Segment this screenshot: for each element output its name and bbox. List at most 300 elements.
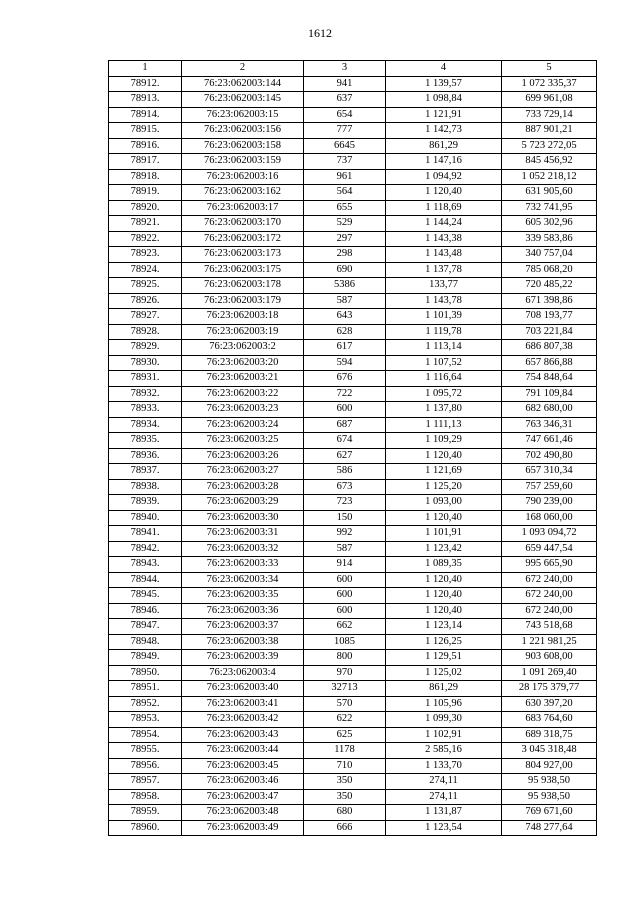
- cadastral-number-cell: 76:23:062003:23: [182, 402, 304, 418]
- row-number-cell: 78920.: [109, 200, 182, 216]
- row-number-cell: 78928.: [109, 324, 182, 340]
- area-cell: 600: [304, 588, 386, 604]
- cadastral-number-cell: 76:23:062003:44: [182, 743, 304, 759]
- table-body: [109, 76, 597, 836]
- row-number-cell: 78915.: [109, 123, 182, 139]
- cadastral-number-cell: 76:23:062003:178: [182, 278, 304, 294]
- table-row: [109, 665, 597, 681]
- row-number-cell: 78930.: [109, 355, 182, 371]
- row-number-cell: 78936.: [109, 448, 182, 464]
- table-row: [109, 371, 597, 387]
- cadastral-value-cell: 657 866,88: [502, 355, 597, 371]
- table-row: [109, 603, 597, 619]
- area-cell: 32713: [304, 681, 386, 697]
- cadastral-number-cell: 76:23:062003:41: [182, 696, 304, 712]
- area-cell: 710: [304, 758, 386, 774]
- row-number-cell: 78925.: [109, 278, 182, 294]
- table-row: [109, 510, 597, 526]
- row-number-cell: 78921.: [109, 216, 182, 232]
- unit-value-cell: 1 121,91: [386, 107, 502, 123]
- row-number-cell: 78960.: [109, 820, 182, 836]
- area-cell: 5386: [304, 278, 386, 294]
- area-cell: 1085: [304, 634, 386, 650]
- table-row: [109, 696, 597, 712]
- table-row: [109, 789, 597, 805]
- cadastral-value-cell: 763 346,31: [502, 417, 597, 433]
- cadastral-number-cell: 76:23:062003:39: [182, 650, 304, 666]
- unit-value-cell: 1 095,72: [386, 386, 502, 402]
- cadastral-value-cell: 672 240,00: [502, 603, 597, 619]
- cadastral-number-cell: 76:23:062003:48: [182, 805, 304, 821]
- row-number-cell: 78955.: [109, 743, 182, 759]
- unit-value-cell: 1 120,40: [386, 510, 502, 526]
- cadastral-number-cell: 76:23:062003:24: [182, 417, 304, 433]
- table-row: [109, 123, 597, 139]
- table-row: [109, 200, 597, 216]
- table-row: [109, 417, 597, 433]
- table-row: [109, 262, 597, 278]
- page-number: 1612: [308, 26, 332, 40]
- cadastral-number-cell: 76:23:062003:15: [182, 107, 304, 123]
- cadastral-number-cell: 76:23:062003:43: [182, 727, 304, 743]
- area-cell: 673: [304, 479, 386, 495]
- row-number-cell: 78953.: [109, 712, 182, 728]
- cadastral-number-cell: 76:23:062003:37: [182, 619, 304, 635]
- cadastral-value-cell: 747 661,46: [502, 433, 597, 449]
- cadastral-value-cell: 743 518,68: [502, 619, 597, 635]
- row-number-cell: 78945.: [109, 588, 182, 604]
- area-cell: 622: [304, 712, 386, 728]
- cadastral-number-cell: 76:23:062003:18: [182, 309, 304, 325]
- cadastral-value-cell: 785 068,20: [502, 262, 597, 278]
- row-number-cell: 78937.: [109, 464, 182, 480]
- cadastral-number-cell: 76:23:062003:28: [182, 479, 304, 495]
- area-cell: 297: [304, 231, 386, 247]
- cadastral-value-cell: 686 807,38: [502, 340, 597, 356]
- cadastral-number-cell: 76:23:062003:36: [182, 603, 304, 619]
- row-number-cell: 78952.: [109, 696, 182, 712]
- cadastral-number-cell: 76:23:062003:31: [182, 526, 304, 542]
- row-number-cell: 78919.: [109, 185, 182, 201]
- row-number-cell: 78956.: [109, 758, 182, 774]
- cadastral-value-cell: 708 193,77: [502, 309, 597, 325]
- table-row: [109, 758, 597, 774]
- table-row: [109, 92, 597, 108]
- area-cell: 617: [304, 340, 386, 356]
- cadastral-value-cell: 689 318,75: [502, 727, 597, 743]
- table-row: [109, 541, 597, 557]
- row-number-cell: 78950.: [109, 665, 182, 681]
- cadastral-number-cell: 76:23:062003:144: [182, 76, 304, 92]
- area-cell: 529: [304, 216, 386, 232]
- unit-value-cell: 1 143,38: [386, 231, 502, 247]
- unit-value-cell: 1 119,78: [386, 324, 502, 340]
- column-header-4: 4: [386, 61, 502, 77]
- cadastral-value-cell: 3 045 318,48: [502, 743, 597, 759]
- area-cell: 586: [304, 464, 386, 480]
- area-cell: 150: [304, 510, 386, 526]
- unit-value-cell: 1 120,40: [386, 448, 502, 464]
- row-number-cell: 78946.: [109, 603, 182, 619]
- unit-value-cell: 1 102,91: [386, 727, 502, 743]
- cadastral-number-cell: 76:23:062003:47: [182, 789, 304, 805]
- cadastral-number-cell: 76:23:062003:30: [182, 510, 304, 526]
- table-row: [109, 712, 597, 728]
- area-cell: 298: [304, 247, 386, 263]
- row-number-cell: 78927.: [109, 309, 182, 325]
- cadastral-value-cell: 631 905,60: [502, 185, 597, 201]
- table-row: [109, 572, 597, 588]
- cadastral-number-cell: 76:23:062003:26: [182, 448, 304, 464]
- row-number-cell: 78933.: [109, 402, 182, 418]
- row-number-cell: 78958.: [109, 789, 182, 805]
- unit-value-cell: 274,11: [386, 789, 502, 805]
- row-number-cell: 78929.: [109, 340, 182, 356]
- unit-value-cell: 1 094,92: [386, 169, 502, 185]
- unit-value-cell: 1 147,16: [386, 154, 502, 170]
- column-header-1: 1: [109, 61, 182, 77]
- cadastral-value-cell: 1 072 335,37: [502, 76, 597, 92]
- row-number-cell: 78912.: [109, 76, 182, 92]
- table-row: [109, 805, 597, 821]
- cadastral-value-cell: 748 277,64: [502, 820, 597, 836]
- cadastral-number-cell: 76:23:062003:34: [182, 572, 304, 588]
- cadastral-value-cell: 682 680,00: [502, 402, 597, 418]
- area-cell: 600: [304, 572, 386, 588]
- row-number-cell: 78934.: [109, 417, 182, 433]
- cadastral-value-cell: 95 938,50: [502, 789, 597, 805]
- area-cell: 654: [304, 107, 386, 123]
- area-cell: 722: [304, 386, 386, 402]
- column-header-2: 2: [182, 61, 304, 77]
- cadastral-number-cell: 76:23:062003:4: [182, 665, 304, 681]
- cadastral-number-cell: 76:23:062003:17: [182, 200, 304, 216]
- unit-value-cell: 274,11: [386, 774, 502, 790]
- cadastral-value-cell: 168 060,00: [502, 510, 597, 526]
- table-row: [109, 495, 597, 511]
- cadastral-value-cell: 659 447,54: [502, 541, 597, 557]
- cadastral-value-cell: 769 671,60: [502, 805, 597, 821]
- table-row: [109, 355, 597, 371]
- row-number-cell: 78926.: [109, 293, 182, 309]
- area-cell: 914: [304, 557, 386, 573]
- table-row: [109, 557, 597, 573]
- area-cell: 564: [304, 185, 386, 201]
- cadastral-value-cell: 1 093 094,72: [502, 526, 597, 542]
- cadastral-number-cell: 76:23:062003:159: [182, 154, 304, 170]
- unit-value-cell: 1 125,02: [386, 665, 502, 681]
- unit-value-cell: 1 123,42: [386, 541, 502, 557]
- cadastral-value-cell: 1 091 269,40: [502, 665, 597, 681]
- table-row: [109, 216, 597, 232]
- unit-value-cell: 1 139,57: [386, 76, 502, 92]
- unit-value-cell: 133,77: [386, 278, 502, 294]
- cadastral-value-cell: 791 109,84: [502, 386, 597, 402]
- table-row: [109, 154, 597, 170]
- area-cell: 587: [304, 541, 386, 557]
- area-cell: 587: [304, 293, 386, 309]
- area-cell: 992: [304, 526, 386, 542]
- area-cell: 961: [304, 169, 386, 185]
- row-number-cell: 78935.: [109, 433, 182, 449]
- cadastral-value-cell: 605 302,96: [502, 216, 597, 232]
- table-row: [109, 309, 597, 325]
- cadastral-value-cell: 903 608,00: [502, 650, 597, 666]
- unit-value-cell: 1 133,70: [386, 758, 502, 774]
- area-cell: 643: [304, 309, 386, 325]
- area-cell: 600: [304, 603, 386, 619]
- cadastral-number-cell: 76:23:062003:170: [182, 216, 304, 232]
- unit-value-cell: 861,29: [386, 681, 502, 697]
- area-cell: 594: [304, 355, 386, 371]
- area-cell: 637: [304, 92, 386, 108]
- table-row: [109, 479, 597, 495]
- area-cell: 350: [304, 789, 386, 805]
- table-row: [109, 619, 597, 635]
- area-cell: 777: [304, 123, 386, 139]
- row-number-cell: 78959.: [109, 805, 182, 821]
- unit-value-cell: 1 126,25: [386, 634, 502, 650]
- cadastral-value-cell: 887 901,21: [502, 123, 597, 139]
- unit-value-cell: 1 137,80: [386, 402, 502, 418]
- unit-value-cell: 1 137,78: [386, 262, 502, 278]
- unit-value-cell: 1 099,30: [386, 712, 502, 728]
- cadastral-number-cell: 76:23:062003:38: [182, 634, 304, 650]
- cadastral-value-cell: 1 052 218,12: [502, 169, 597, 185]
- unit-value-cell: 1 121,69: [386, 464, 502, 480]
- table-row: [109, 774, 597, 790]
- row-number-cell: 78957.: [109, 774, 182, 790]
- row-number-cell: 78938.: [109, 479, 182, 495]
- cadastral-value-cell: 672 240,00: [502, 588, 597, 604]
- unit-value-cell: 1 120,40: [386, 572, 502, 588]
- table-row: [109, 247, 597, 263]
- row-number-cell: 78940.: [109, 510, 182, 526]
- cadastral-value-cell: 340 757,04: [502, 247, 597, 263]
- cadastral-number-cell: 76:23:062003:19: [182, 324, 304, 340]
- cadastral-number-cell: 76:23:062003:49: [182, 820, 304, 836]
- table-row: [109, 386, 597, 402]
- row-number-cell: 78931.: [109, 371, 182, 387]
- cadastral-value-cell: 630 397,20: [502, 696, 597, 712]
- cadastral-value-cell: 804 927,00: [502, 758, 597, 774]
- row-number-cell: 78939.: [109, 495, 182, 511]
- area-cell: 6645: [304, 138, 386, 154]
- unit-value-cell: 1 129,51: [386, 650, 502, 666]
- area-cell: 687: [304, 417, 386, 433]
- cadastral-value-cell: 95 938,50: [502, 774, 597, 790]
- cadastral-value-cell: 790 239,00: [502, 495, 597, 511]
- unit-value-cell: 1 120,40: [386, 185, 502, 201]
- table-row: [109, 743, 597, 759]
- table-row: [109, 433, 597, 449]
- area-cell: 737: [304, 154, 386, 170]
- unit-value-cell: 1 123,14: [386, 619, 502, 635]
- unit-value-cell: 1 109,29: [386, 433, 502, 449]
- area-cell: 628: [304, 324, 386, 340]
- row-number-cell: 78943.: [109, 557, 182, 573]
- unit-value-cell: 1 093,00: [386, 495, 502, 511]
- cadastral-value-cell: 720 485,22: [502, 278, 597, 294]
- table-row: [109, 727, 597, 743]
- cadastral-number-cell: 76:23:062003:179: [182, 293, 304, 309]
- table-row: [109, 681, 597, 697]
- cadastral-value-cell: 657 310,34: [502, 464, 597, 480]
- cadastral-number-cell: 76:23:062003:27: [182, 464, 304, 480]
- area-cell: 970: [304, 665, 386, 681]
- table-row: [109, 231, 597, 247]
- table-row: [109, 820, 597, 836]
- cadastral-number-cell: 76:23:062003:40: [182, 681, 304, 697]
- cadastral-value-cell: 339 583,86: [502, 231, 597, 247]
- unit-value-cell: 1 101,39: [386, 309, 502, 325]
- cadastral-number-cell: 76:23:062003:29: [182, 495, 304, 511]
- cadastral-number-cell: 76:23:062003:45: [182, 758, 304, 774]
- table-row: [109, 448, 597, 464]
- unit-value-cell: 1 120,40: [386, 603, 502, 619]
- table-row: [109, 588, 597, 604]
- cadastral-value-cell: 699 961,08: [502, 92, 597, 108]
- row-number-cell: 78918.: [109, 169, 182, 185]
- cadastral-value-cell: 28 175 379,77: [502, 681, 597, 697]
- cadastral-number-cell: 76:23:062003:21: [182, 371, 304, 387]
- row-number-cell: 78948.: [109, 634, 182, 650]
- area-cell: 600: [304, 402, 386, 418]
- row-number-cell: 78944.: [109, 572, 182, 588]
- area-cell: 680: [304, 805, 386, 821]
- cadastral-value-table: [108, 60, 597, 836]
- area-cell: 655: [304, 200, 386, 216]
- unit-value-cell: 2 585,16: [386, 743, 502, 759]
- row-number-cell: 78947.: [109, 619, 182, 635]
- unit-value-cell: 1 113,14: [386, 340, 502, 356]
- column-header-5: 5: [502, 61, 597, 77]
- table-row: [109, 464, 597, 480]
- cadastral-number-cell: 76:23:062003:33: [182, 557, 304, 573]
- cadastral-number-cell: 76:23:062003:162: [182, 185, 304, 201]
- cadastral-number-cell: 76:23:062003:158: [182, 138, 304, 154]
- cadastral-number-cell: 76:23:062003:46: [182, 774, 304, 790]
- area-cell: 941: [304, 76, 386, 92]
- area-cell: 676: [304, 371, 386, 387]
- unit-value-cell: 1 118,69: [386, 200, 502, 216]
- cadastral-value-cell: 733 729,14: [502, 107, 597, 123]
- area-cell: 723: [304, 495, 386, 511]
- table-row: [109, 526, 597, 542]
- table-row: [109, 278, 597, 294]
- unit-value-cell: 861,29: [386, 138, 502, 154]
- area-cell: 1178: [304, 743, 386, 759]
- row-number-cell: 78914.: [109, 107, 182, 123]
- table-row: [109, 76, 597, 92]
- unit-value-cell: 1 143,78: [386, 293, 502, 309]
- unit-value-cell: 1 105,96: [386, 696, 502, 712]
- table-row: [109, 650, 597, 666]
- unit-value-cell: 1 120,40: [386, 588, 502, 604]
- area-cell: 800: [304, 650, 386, 666]
- unit-value-cell: 1 143,48: [386, 247, 502, 263]
- cadastral-number-cell: 76:23:062003:172: [182, 231, 304, 247]
- cadastral-number-cell: 76:23:062003:156: [182, 123, 304, 139]
- cadastral-value-cell: 702 490,80: [502, 448, 597, 464]
- cadastral-number-cell: 76:23:062003:20: [182, 355, 304, 371]
- unit-value-cell: 1 098,84: [386, 92, 502, 108]
- row-number-cell: 78924.: [109, 262, 182, 278]
- area-cell: 625: [304, 727, 386, 743]
- table-row: [109, 324, 597, 340]
- table-row: [109, 293, 597, 309]
- row-number-cell: 78949.: [109, 650, 182, 666]
- cadastral-number-cell: 76:23:062003:16: [182, 169, 304, 185]
- cadastral-value-cell: 757 259,60: [502, 479, 597, 495]
- cadastral-number-cell: 76:23:062003:35: [182, 588, 304, 604]
- table-row: [109, 402, 597, 418]
- cadastral-value-cell: 995 665,90: [502, 557, 597, 573]
- unit-value-cell: 1 107,52: [386, 355, 502, 371]
- cadastral-number-cell: 76:23:062003:175: [182, 262, 304, 278]
- unit-value-cell: 1 116,64: [386, 371, 502, 387]
- unit-value-cell: 1 089,35: [386, 557, 502, 573]
- cadastral-number-cell: 76:23:062003:145: [182, 92, 304, 108]
- unit-value-cell: 1 125,20: [386, 479, 502, 495]
- area-cell: 350: [304, 774, 386, 790]
- area-cell: 662: [304, 619, 386, 635]
- cadastral-value-cell: 732 741,95: [502, 200, 597, 216]
- unit-value-cell: 1 142,73: [386, 123, 502, 139]
- area-cell: 690: [304, 262, 386, 278]
- cadastral-value-cell: 1 221 981,25: [502, 634, 597, 650]
- unit-value-cell: 1 131,87: [386, 805, 502, 821]
- row-number-cell: 78941.: [109, 526, 182, 542]
- cadastral-number-cell: 76:23:062003:22: [182, 386, 304, 402]
- area-cell: 570: [304, 696, 386, 712]
- area-cell: 666: [304, 820, 386, 836]
- row-number-cell: 78916.: [109, 138, 182, 154]
- cadastral-number-cell: 76:23:062003:32: [182, 541, 304, 557]
- cadastral-number-cell: 76:23:062003:173: [182, 247, 304, 263]
- row-number-cell: 78932.: [109, 386, 182, 402]
- cadastral-number-cell: 76:23:062003:2: [182, 340, 304, 356]
- unit-value-cell: 1 111,13: [386, 417, 502, 433]
- unit-value-cell: 1 123,54: [386, 820, 502, 836]
- column-header-3: 3: [304, 61, 386, 77]
- cadastral-value-cell: 845 456,92: [502, 154, 597, 170]
- cadastral-value-cell: 703 221,84: [502, 324, 597, 340]
- table-header-row: [109, 61, 597, 77]
- row-number-cell: 78922.: [109, 231, 182, 247]
- cadastral-value-cell: 671 398,86: [502, 293, 597, 309]
- unit-value-cell: 1 144,24: [386, 216, 502, 232]
- area-cell: 674: [304, 433, 386, 449]
- cadastral-value-cell: 5 723 272,05: [502, 138, 597, 154]
- row-number-cell: 78917.: [109, 154, 182, 170]
- row-number-cell: 78951.: [109, 681, 182, 697]
- unit-value-cell: 1 101,91: [386, 526, 502, 542]
- table-row: [109, 107, 597, 123]
- table-row: [109, 169, 597, 185]
- row-number-cell: 78923.: [109, 247, 182, 263]
- table-row: [109, 634, 597, 650]
- cadastral-value-cell: 683 764,60: [502, 712, 597, 728]
- table-row: [109, 138, 597, 154]
- area-cell: 627: [304, 448, 386, 464]
- cadastral-value-cell: 672 240,00: [502, 572, 597, 588]
- row-number-cell: 78942.: [109, 541, 182, 557]
- cadastral-number-cell: 76:23:062003:25: [182, 433, 304, 449]
- row-number-cell: 78913.: [109, 92, 182, 108]
- table-row: [109, 340, 597, 356]
- cadastral-number-cell: 76:23:062003:42: [182, 712, 304, 728]
